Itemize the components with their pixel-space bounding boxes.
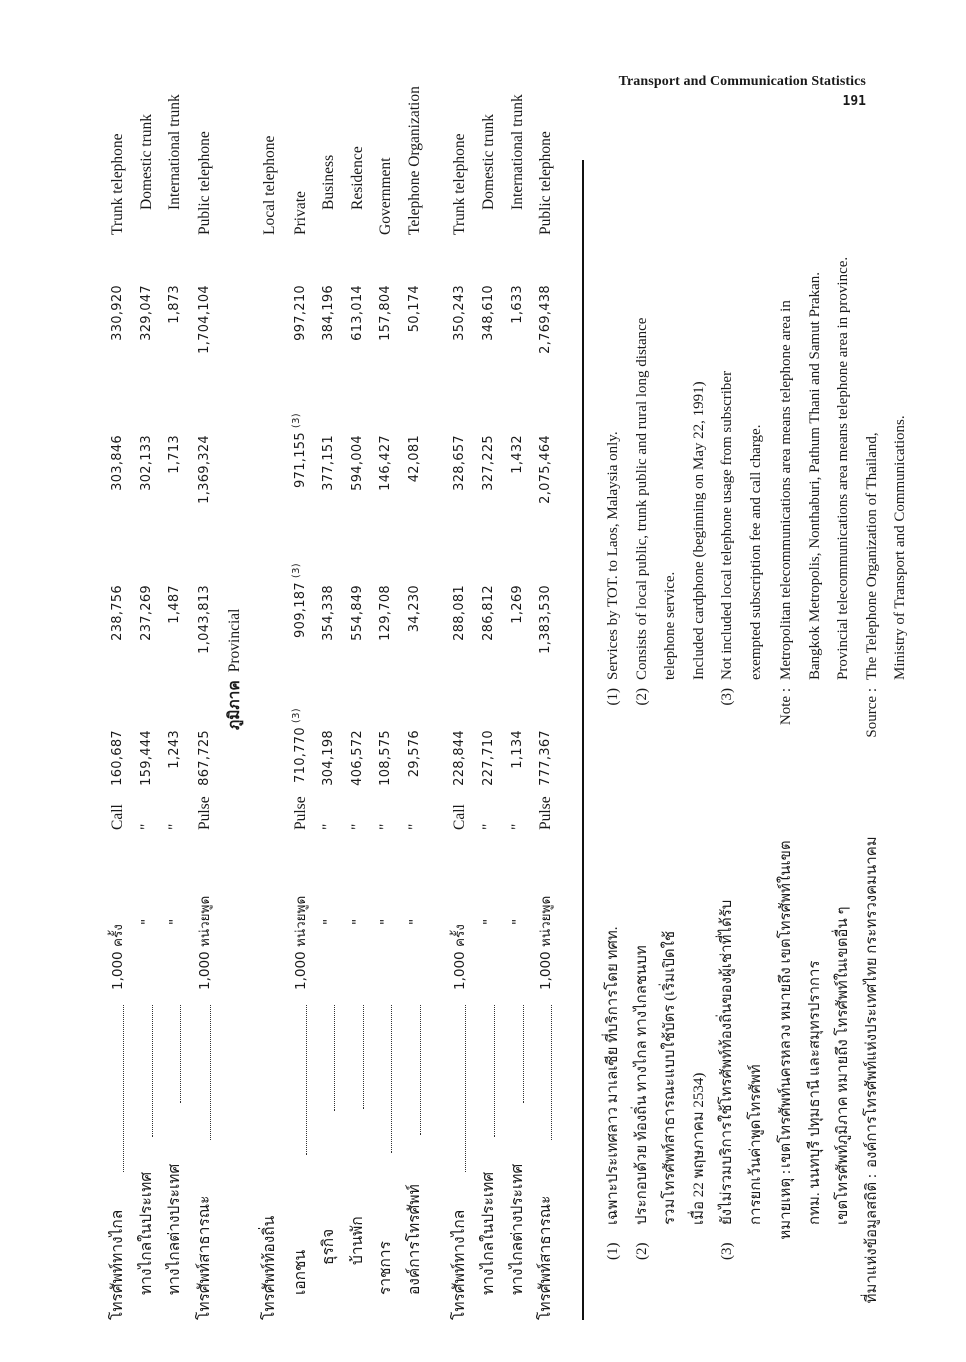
unit-thai: 1,000 หน่วยพูด [293, 895, 309, 990]
unit-english: " [377, 823, 394, 830]
note-english-text: Ministry of Transport and Communications. [892, 415, 908, 680]
leader-dots [523, 1005, 524, 1103]
value-v2: 1,043,813 [197, 585, 212, 654]
row-label-thai: ราชการ [377, 1241, 394, 1295]
note-thai-marker: (2) [634, 1242, 650, 1260]
unit-english: " [406, 823, 423, 830]
note-thai-text: เฉพาะประเทศลาว มาเลเซีย ที่บริการโดย ทศท. [605, 926, 621, 1225]
value-text: 909,187 [293, 582, 308, 638]
row-label-english: Government [377, 157, 394, 235]
row-label-english: Telephone Organization [406, 86, 423, 235]
note-thai-marker: ที่มาแห่งข้อมูลสถิติ : [864, 1174, 880, 1304]
unit-english: Call [109, 804, 126, 830]
value-v1: 777,367 [538, 730, 553, 786]
value-v2 [291, 563, 311, 673]
note-english-text: Bangkok Metropolis, Nonthaburi, Pathum Thani and Samut Prakan. [807, 271, 823, 680]
row-label-thai: ทางไกลในประเทศ [138, 1171, 155, 1295]
unit-english: Call [451, 804, 468, 830]
value-v3: 1,432 [510, 435, 525, 474]
note-english-text: exempted subscription fee and call charge. [748, 424, 764, 680]
unit-thai: 1,000 ครั้ง [110, 924, 126, 990]
unit-english: Pulse [196, 796, 213, 830]
row-label-thai: ทางไกลต่างประเทศ [166, 1163, 183, 1295]
note-thai-text: รวมโทรศัพท์สาธารณะแบบใช้บัตร (เริ่มเปิดใช้ [662, 930, 678, 1225]
value-v2: 1,383,530 [538, 585, 553, 654]
leader-dots [152, 1005, 153, 1137]
row-label-thai: บ้านพัก [349, 1216, 366, 1265]
unit-english: " [349, 823, 366, 830]
value-v4: 348,610 [481, 285, 496, 341]
unit-thai: 1,000 ครั้ง [452, 924, 468, 990]
leader-dots [334, 1005, 335, 1111]
leader-dots [465, 1005, 466, 1172]
value-v2: 237,269 [139, 585, 154, 641]
value-footnote-marker: (3) [290, 708, 302, 724]
unit-thai: " [378, 918, 394, 925]
row-label-thai: โทรศัพท์ทางไกล [451, 1209, 468, 1320]
table-bottom-rule [582, 160, 584, 1320]
value-v1: 1,243 [167, 730, 182, 769]
unit-thai: " [167, 918, 183, 925]
unit-thai: " [407, 918, 423, 925]
note-thai-text: การยกเว้นค่าพูดโทรศัพท์ [748, 1064, 764, 1225]
value-v2: 286,812 [481, 585, 496, 641]
value-v4: 384,196 [321, 285, 336, 341]
value-v2: 238,756 [110, 585, 125, 641]
unit-thai: 1,000 หน่วยพูด [538, 895, 554, 990]
leader-dots [391, 1005, 392, 1153]
row-label-thai: โทรศัพท์สาธารณะ [537, 1195, 554, 1320]
row-label-english: Domestic trunk [480, 114, 497, 210]
value-v3: 1,713 [167, 435, 182, 474]
row-label-english: Public telephone [196, 131, 213, 235]
value-footnote-marker: (3) [290, 413, 302, 429]
value-v3: 303,846 [110, 435, 125, 491]
note-thai-text: ยังไม่รวมบริการใช้โทรศัพท์ท้องถิ่นของผู้เช่าที่ได้รับ [719, 899, 735, 1225]
value-v1: 159,444 [139, 730, 154, 786]
section-heading-english: Provincial [226, 608, 243, 673]
value-v1: 867,725 [197, 730, 212, 786]
unit-thai: " [510, 918, 526, 925]
section-heading-provincial [225, 609, 245, 730]
value-v3: 2,075,464 [538, 435, 553, 504]
value-v2: 129,708 [378, 585, 393, 641]
value-v1: 228,844 [452, 730, 467, 786]
row-label-thai: ทางไกลในประเทศ [480, 1171, 497, 1295]
note-thai-text: องค์การโทรศัพท์แห่งประเทศไทย กระทรวงคมนาคม [864, 836, 880, 1168]
value-v1: 1,134 [510, 730, 525, 769]
unit-thai: 1,000 หน่วยพูด [197, 895, 213, 990]
unit-english: Pulse [537, 796, 554, 830]
leader-dots [210, 1005, 211, 1140]
note-english-text: Not included local telephone usage from subscriber [719, 370, 735, 680]
note-thai-text: ประกอบด้วย ท้องถิ่น ทางไกล ทางไกลชนบท [634, 945, 650, 1225]
value-v3: 146,427 [378, 435, 393, 491]
value-v4: 330,920 [110, 285, 125, 341]
row-label-thai: เอกชน [292, 1249, 309, 1295]
value-v2: 1,487 [167, 585, 182, 624]
value-v1: 108,575 [378, 730, 393, 786]
value-footnote-marker: (3) [290, 563, 302, 579]
note-thai-marker: หมายเหตุ : [778, 1170, 794, 1240]
value-v3: 1,369,324 [197, 435, 212, 504]
value-v1: 160,687 [110, 730, 125, 786]
value-v2: 288,081 [452, 585, 467, 641]
value-v4: 1,704,104 [197, 285, 212, 354]
leader-dots [363, 1005, 364, 1109]
row-label-english: Trunk telephone [451, 133, 468, 235]
note-thai-text: กทม. นนทบุรี ปทุมธานี และสมุทรปราการ [807, 960, 823, 1225]
value-v3 [291, 413, 311, 523]
value-v1: 406,572 [350, 730, 365, 786]
value-v4: 50,174 [407, 285, 422, 333]
row-label-english: Residence [349, 146, 366, 210]
note-thai-text: เมื่อ 22 พฤษภาคม 2534) [691, 1072, 707, 1225]
running-title: Transport and Communication Statistics [618, 74, 866, 89]
unit-thai: " [321, 918, 337, 925]
note-english-marker: (2) [634, 688, 650, 706]
value-v3: 594,004 [350, 435, 365, 491]
value-v1: 29,576 [407, 730, 422, 778]
leader-dots [180, 1005, 181, 1103]
value-v4: 1,873 [167, 285, 182, 324]
row-label-english: International trunk [166, 94, 183, 210]
row-label-thai: โทรศัพท์ท้องถิ่น [261, 1215, 278, 1320]
value-v3: 377,151 [321, 435, 336, 491]
note-english-text: Included cardphone (beginning on May 22, 1991) [691, 381, 707, 680]
value-text: 710,770 [293, 727, 308, 783]
value-v4: 329,047 [139, 285, 154, 341]
value-v1: 227,710 [481, 730, 496, 786]
note-english-text: The Telephone Organization of Thailand, [864, 432, 880, 680]
row-label-english: Domestic trunk [138, 114, 155, 210]
row-label-thai: ทางไกลต่างประเทศ [509, 1163, 526, 1295]
row-label-english: Public telephone [537, 131, 554, 235]
value-v2: 354,338 [321, 585, 336, 641]
row-label-english: Trunk telephone [109, 133, 126, 235]
value-v4: 613,014 [350, 285, 365, 341]
value-v1 [291, 708, 311, 818]
row-label-english: Business [320, 154, 337, 210]
value-v4: 1,633 [510, 285, 525, 324]
unit-english: Pulse [292, 796, 309, 830]
value-v2: 1,269 [510, 585, 525, 624]
page-header [619, 74, 866, 109]
value-v3: 42,081 [407, 435, 422, 483]
unit-thai: " [350, 918, 366, 925]
unit-english: " [138, 823, 155, 830]
leader-dots [123, 1005, 124, 1172]
note-thai-text: เขตโทรศัพท์นครหลวง หมายถึง เขตโทรศัพท์ในเขต [778, 840, 794, 1168]
section-heading-thai: ภูมิภาค [226, 680, 243, 730]
note-thai-marker: (3) [719, 1242, 735, 1260]
unit-english: " [320, 823, 337, 830]
row-label-english: International trunk [509, 94, 526, 210]
row-label-thai: ธุรกิจ [320, 1228, 337, 1265]
note-english-marker: Note : [778, 688, 794, 726]
value-v2: 34,230 [407, 585, 422, 633]
unit-english: " [509, 823, 526, 830]
note-english-marker: (1) [605, 688, 621, 706]
unit-thai: " [481, 918, 497, 925]
note-english-marker: (3) [719, 688, 735, 706]
leader-dots [306, 1005, 307, 1155]
page-number: 191 [842, 94, 866, 109]
value-v2: 554,849 [350, 585, 365, 641]
value-v4: 2,769,438 [538, 285, 553, 354]
note-thai-text: เขตโทรศัพท์ภูมิภาค หมายถึง โทรศัพท์ในเขตอื่น ๆ [835, 906, 851, 1225]
value-v3: 328,657 [452, 435, 467, 491]
note-english-text: Metropolitan telecommunications area means telephone area in [778, 300, 794, 680]
value-v3: 302,133 [139, 435, 154, 491]
unit-english: " [480, 823, 497, 830]
note-english-text: Services by TOT. to Laos, Malaysia only. [605, 431, 621, 680]
row-label-thai: โทรศัพท์สาธารณะ [196, 1195, 213, 1320]
leader-dots [494, 1005, 495, 1137]
row-label-thai: องค์การโทรศัพท์ [406, 1184, 423, 1295]
value-v3: 327,225 [481, 435, 496, 491]
row-label-english: Private [292, 191, 309, 235]
value-v4: 350,243 [452, 285, 467, 341]
unit-english: " [166, 823, 183, 830]
value-v4: 157,804 [378, 285, 393, 341]
note-english-text: telephone service. [662, 571, 678, 680]
leader-dots [420, 1005, 421, 1135]
row-label-english: Local telephone [261, 135, 278, 235]
value-text: 971,155 [293, 432, 308, 488]
note-english-marker: Source : [864, 688, 880, 738]
value-v4: 997,210 [293, 285, 308, 341]
value-v1: 304,198 [321, 730, 336, 786]
row-label-thai: โทรศัพท์ทางไกล [109, 1209, 126, 1320]
note-english-text: Consists of local public, trunk public and rural long distance [634, 317, 650, 680]
leader-dots [551, 1005, 552, 1140]
note-english-text: Provincial telecommunications area means telephone area in province. [835, 256, 851, 680]
unit-thai: " [139, 918, 155, 925]
note-thai-marker: (1) [605, 1242, 621, 1260]
